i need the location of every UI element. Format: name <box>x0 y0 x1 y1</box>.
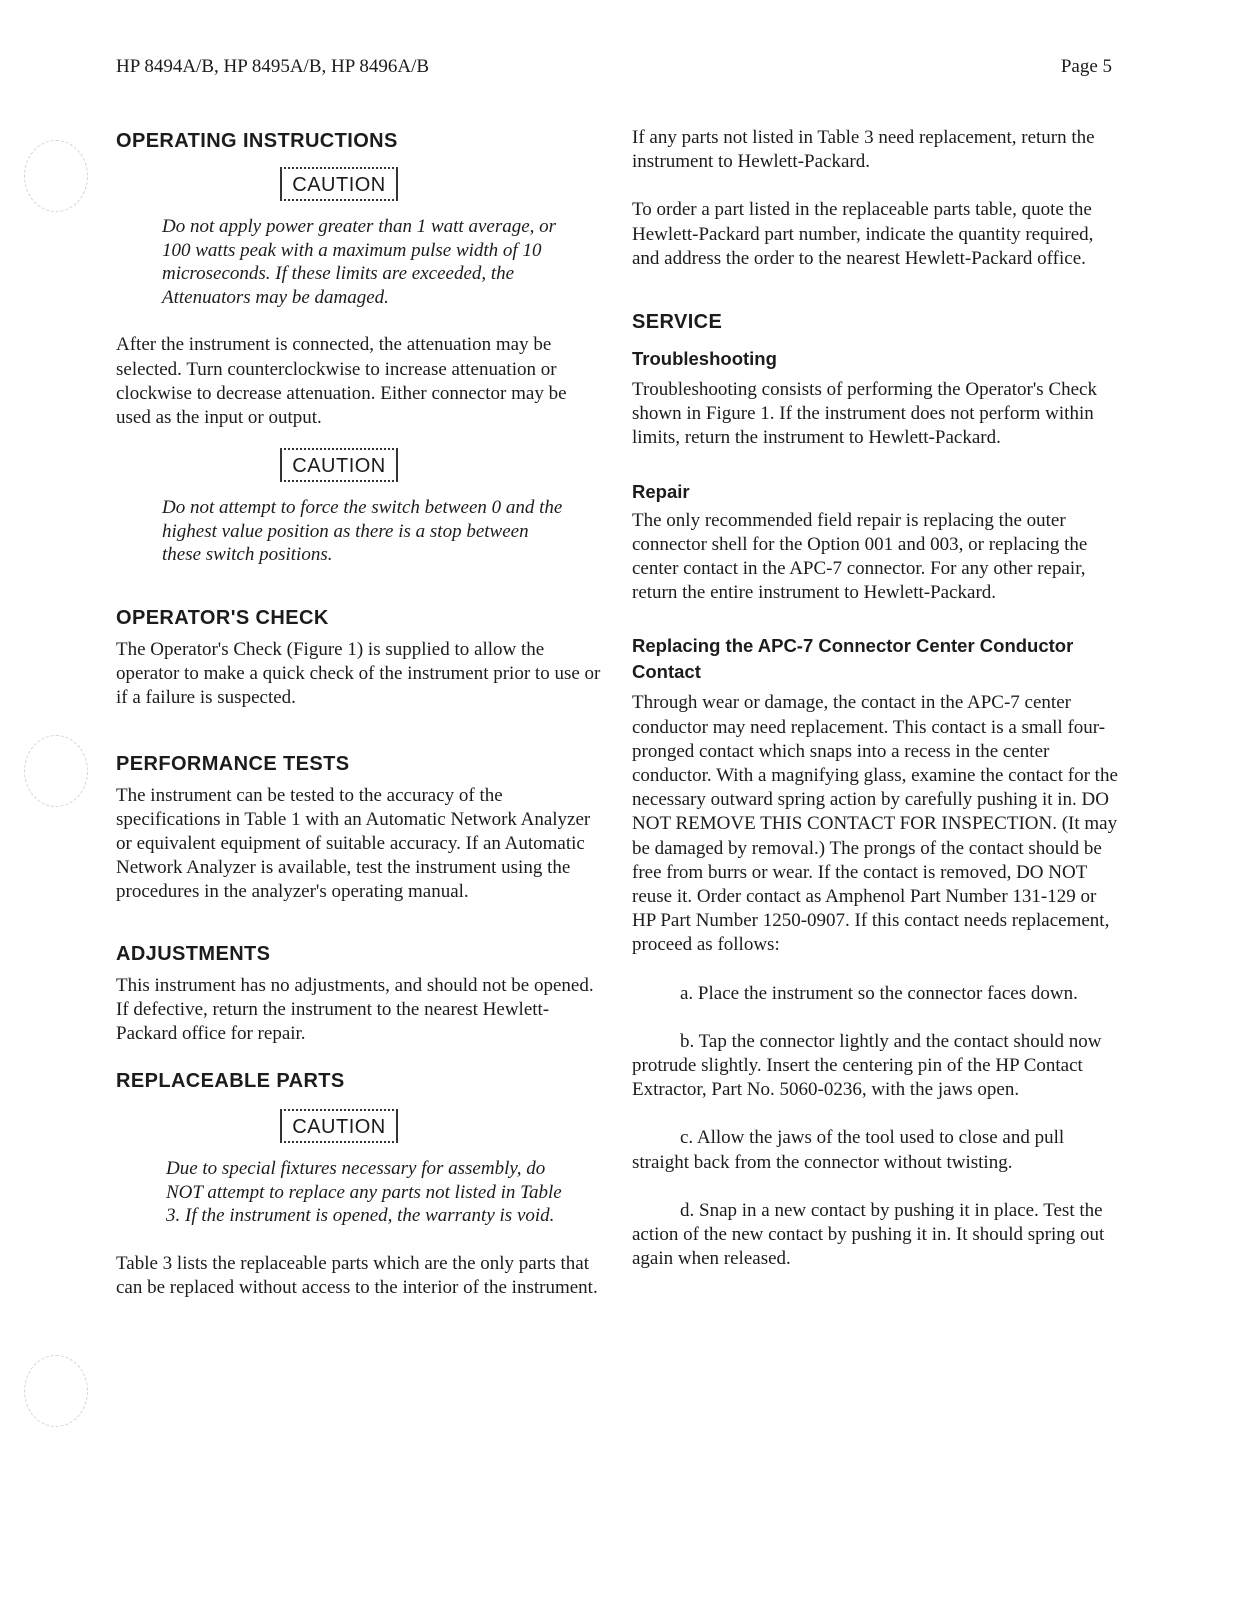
subheading-troubleshooting: Troubleshooting <box>632 348 777 370</box>
replacing-paragraph: Through wear or damage, the contact in the APC-7 center conductor may need replacement. This contact is a small four-pronged contact which snaps into a recess in the center conductor. With a magnifying glass, examine the contact for the necessary outward spring action by carefully pushing it in. DO NOT REMOVE THIS CONTACT FOR INSPECTION. (It may be damaged by removal.) The prongs of the contact should be free from burrs or wear. If the contact is removed, DO NOT reuse it. Order contact as Amphenol Part Number 131-129 or HP Part Number 1250-0907. If this contact needs replacement, proceed as follows: <box>632 692 1118 956</box>
caution-box <box>116 167 602 201</box>
section-heading-performance-tests: PERFORMANCE TESTS <box>116 752 350 775</box>
repair-paragraph: The only recommended field repair is replacing the outer connector shell for the Option 001 and 003, or replacing the center contact in the APC-7 connector. For any other repair, return the entire instrument to Hewlett-Packard. <box>632 509 1088 604</box>
caution-label: CAUTION <box>280 1109 398 1143</box>
procedure-step-c: c. Allow the jaws of the tool used to close and pull straight back from the connector without twisting. <box>632 1127 1065 1173</box>
adjustments-paragraph: This instrument has no adjustments, and should not be opened. If defective, return the instrument to the nearest Hewlett-Packard office for repair. <box>116 974 594 1044</box>
section-heading-operators-check: OPERATOR'S CHECK <box>116 606 329 629</box>
subheading-repair: Repair <box>632 480 690 502</box>
subheading-replacing-contact: Replacing the APC-7 Connector Center Conductor Contact <box>632 635 1074 683</box>
caution-box <box>116 448 602 482</box>
procedure-step-a: a. Place the instrument so the connector faces down. <box>680 982 1078 1004</box>
section-heading-adjustments: ADJUSTMENTS <box>116 942 271 965</box>
caution-text: Do not attempt to force the switch between 0 and the highest value position as there is a stop between these switch positions. <box>162 497 563 566</box>
caution-label: CAUTION <box>280 448 398 482</box>
performance-paragraph: The instrument can be tested to the accuracy of the specifications in Table 1 with an Automatic Network Analyzer or equivalent equipment of suitable accuracy. If an Automatic Network Analyzer is available, test the instrument using the procedures in the analyzer's operating manual. <box>116 784 591 903</box>
punch-hole <box>24 140 88 212</box>
left-column <box>116 126 602 1300</box>
header-model-numbers: HP 8494A/B, HP 8495A/B, HP 8496A/B <box>116 56 430 77</box>
troubleshooting-paragraph: Troubleshooting consists of performing the Operator's Check shown in Figure 1. If the instrument does not perform within limits, return the instrument to Hewlett-Packard. <box>632 379 1097 449</box>
parts-paragraph-2: To order a part listed in the replaceable parts table, quote the Hewlett-Packard part number, indicate the quantity required, and address the order to the nearest Hewlett-Packard office. <box>632 199 1094 269</box>
caution-text: Do not apply power greater than 1 watt average, or 100 watts peak with a maximum pulse width of 10 microseconds. If these limits are exceeded, the Attenuators may be damaged. <box>162 216 557 308</box>
replaceable-paragraph: Table 3 lists the replaceable parts which are the only parts that can be replaced without access to the interior of the instrument. <box>116 1252 598 1299</box>
section-heading-operating-instructions: OPERATING INSTRUCTIONS <box>116 130 398 152</box>
procedure-step-d: d. Snap in a new contact by pushing it in place. Test the action of the new contact by pushing it in. It should spring out again when released. <box>632 1199 1105 1270</box>
section-heading-service: SERVICE <box>632 311 723 334</box>
operating-paragraph: After the instrument is connected, the attenuation may be selected. Turn counterclockwise to increase attenuation or clockwise to decrease attenuation. Either connector may be used as the input or output. <box>116 334 567 428</box>
punch-hole <box>24 1355 88 1427</box>
caution-box <box>116 1109 602 1143</box>
section-heading-replaceable-parts: REPLACEABLE PARTS <box>116 1070 345 1093</box>
caution-text: Due to special fixtures necessary for assembly, do NOT attempt to replace any parts not listed in Table 3. If the instrument is opened, the warranty is void. <box>166 1158 562 1227</box>
operators-check-paragraph: The Operator's Check (Figure 1) is supplied to allow the operator to make a quick check of the instrument prior to use or if a failure is suspected. <box>116 638 601 709</box>
right-column <box>632 126 1124 1272</box>
caution-label: CAUTION <box>280 167 398 201</box>
procedure-step-b: b. Tap the connector lightly and the contact should now protrude slightly. Insert the centering pin of the HP Contact Extractor, Part No. 5060-0236, with the jaws open. <box>632 1030 1102 1101</box>
parts-paragraph-1: If any parts not listed in Table 3 need replacement, return the instrument to Hewlett-Packard. <box>632 127 1095 173</box>
header-page-number: Page 5 <box>1060 56 1112 77</box>
punch-hole <box>24 735 88 807</box>
